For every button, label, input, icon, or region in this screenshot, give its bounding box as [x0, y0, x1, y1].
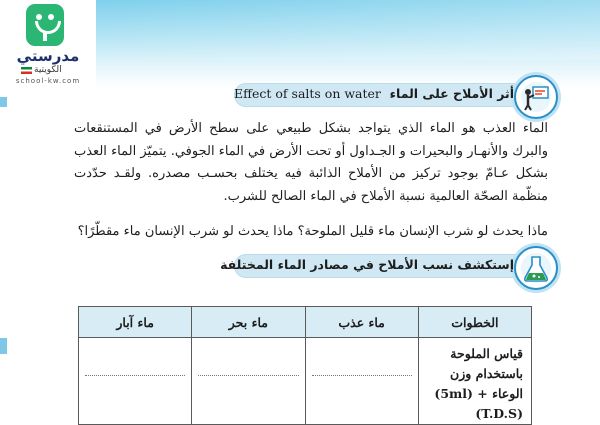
- logo-url: school-kw.com: [15, 77, 81, 85]
- column-header-steps: الخطوات: [418, 307, 531, 338]
- logo-title: مدرستي: [16, 47, 80, 65]
- table-row: [79, 338, 532, 425]
- answer-line: [312, 375, 412, 376]
- column-header-fresh-water: ماء عذب: [305, 307, 418, 338]
- answer-line: [85, 375, 185, 376]
- page-edge-marker: [0, 97, 7, 107]
- page-edge-marker: [0, 338, 7, 354]
- flask-icon: [514, 246, 558, 290]
- column-header-well-water: ماء آبار: [79, 307, 192, 338]
- column-header-sea-water: ماء بحر: [192, 307, 305, 338]
- section-heading-explore: إستكشف نسب الأملاح في مصادر الماء المختلفة: [220, 257, 514, 272]
- question-text: ماذا يحدث لو شرب الإنسان ماء قليل الملوحة؟ ماذا يحدث لو شرب الإنسان ماء مقطّرًا؟: [77, 224, 548, 239]
- presenter-board-icon: [514, 75, 558, 119]
- fresh-water-answer-cell[interactable]: [305, 338, 418, 425]
- intro-paragraph: [74, 118, 548, 208]
- site-logo[interactable]: [0, 0, 96, 88]
- step-cell: قياس الملوحة باستخدام وزن الوعاء + (5ml) (T.D.S): [418, 338, 531, 425]
- paragraph-text: الماء العذب هو الماء الذي يتواجد بشكل طبيعي على سطح الأرض في المستنقعات والبرك والأنهـار والبحيرات و الجـداول أو تحت الأرض في الماء الجوفي. يتميّز الماء العذب بشكل عـامّ بوجود تركيز من الأملاح الذائبة فيه يختلف بحسـب مصدره. ولقـد حدّدت منظّمة الصحّة العالمية نسبة الأملاح في الماء الصالح للشرب.: [74, 121, 548, 204]
- table-header-row: [79, 307, 532, 338]
- kuwait-flag-icon: [21, 67, 32, 74]
- smiley-logo-icon: [26, 4, 64, 46]
- salinity-table: [78, 306, 532, 425]
- well-water-answer-cell[interactable]: [79, 338, 192, 425]
- section-heading-english: Effect of salts on water: [234, 86, 381, 101]
- section-heading-arabic: أثر الأملاح على الماء: [389, 86, 514, 101]
- sea-water-answer-cell[interactable]: [192, 338, 305, 425]
- section-heading-salts-effect: [234, 86, 514, 101]
- answer-line: [198, 375, 298, 376]
- logo-subtitle: الكويتية: [34, 65, 62, 75]
